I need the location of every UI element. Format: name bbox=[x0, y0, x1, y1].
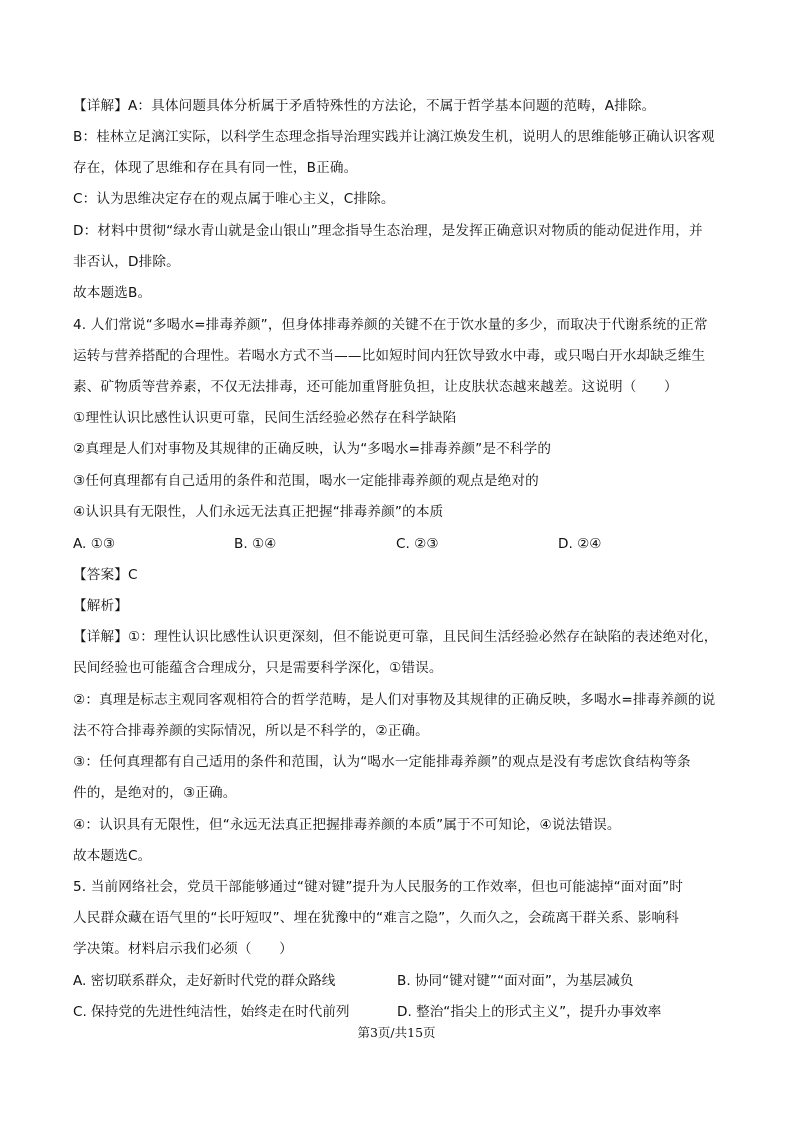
analysis-label: 【解析】 bbox=[73, 598, 128, 614]
option-b: B. ①④ bbox=[234, 536, 277, 552]
statement-item: ②真理是人们对事物及其规律的正确反映，认为“多喝水=排毒养颜”是不科学的 bbox=[73, 441, 552, 457]
text-line: B：桂林立足漓江实际，以科学生态理念指导治理实践并让漓江焕发生机，说明人的思维能够正确认识客观 bbox=[73, 129, 715, 145]
text-line: 【详解】A：具体问题具体分析属于矛盾特殊性的方法论，不属于哲学基本问题的范畴，A排除。 bbox=[73, 98, 656, 114]
question-5-options bbox=[73, 971, 723, 991]
text-line: 件的，是绝对的，③正确。 bbox=[73, 785, 237, 801]
question-4-stem: 素、矿物质等营养素，不仅无法排毒，还可能加重肾脏负担，让皮肤状态越来越差。这说明（ ） bbox=[73, 379, 678, 395]
question-5-stem: 人民群众藏在语气里的“长吁短叹”、埋在犹豫中的“难言之隐”，久而久之，会疏离干群关系、影响科 bbox=[73, 910, 680, 926]
question-4-options bbox=[73, 534, 723, 554]
question-4-stem: 运转与营养搭配的合理性。若喝水方式不当——比如短时间内狂饮导致水中毒，或只喝白开水却缺乏维生 bbox=[73, 348, 706, 364]
option-d: D. 整治“指尖上的形式主义”，提升办事效率 bbox=[397, 1004, 662, 1020]
text-line: 民间经验也可能蕴含合理成分，只是需要科学深化，①错误。 bbox=[73, 660, 443, 676]
text-line: 【详解】①：理性认识比感性认识更深刻，但不能说更可靠，且民间生活经验必然存在缺陷的表述绝对化， bbox=[73, 629, 718, 645]
question-5-options bbox=[73, 1002, 723, 1022]
statement-item: ④认识具有无限性，人们永远无法真正把握“排毒养颜”的本质 bbox=[73, 504, 444, 520]
option-d: D. ②④ bbox=[558, 536, 602, 552]
option-c: C. ②③ bbox=[396, 536, 439, 552]
answer-label: 【答案】C bbox=[73, 567, 138, 583]
page-number-footer: 第3页/共15页 bbox=[357, 1025, 436, 1040]
question-5-stem: 5. 当前网络社会，党员干部能够通过“键对键”提升为人民服务的工作效率，但也可能滤掉“面对面”时 bbox=[73, 879, 684, 895]
option-a: A. ①③ bbox=[73, 536, 116, 552]
text-line: 存在，体现了思维和存在具有同一性，B正确。 bbox=[73, 160, 358, 176]
option-c: C. 保持党的先进性纯洁性，始终走在时代前列 bbox=[73, 1004, 350, 1020]
statement-item: ①理性认识比感性认识更可靠，民间生活经验必然存在科学缺陷 bbox=[73, 410, 457, 426]
text-line: ③：任何真理都有自己适用的条件和范围，认为“喝水一定能排毒养颜”的观点是没有考虑饮食结构等条 bbox=[73, 754, 691, 770]
statement-item: ③任何真理都有自己适用的条件和范围，喝水一定能排毒养颜的观点是绝对的 bbox=[73, 473, 539, 489]
question-4-stem: 4. 人们常说“多喝水=排毒养颜”，但身体排毒养颜的关键不在于饮水量的多少，而取决于代谢系统的正常 bbox=[73, 317, 708, 333]
option-a: A. 密切联系群众，走好新时代党的群众路线 bbox=[73, 973, 336, 989]
text-line: 故本题选B。 bbox=[73, 285, 152, 301]
text-line: 法不符合排毒养颜的实际情况，所以是不科学的，②正确。 bbox=[73, 723, 429, 739]
text-line: 非否认，D排除。 bbox=[73, 254, 180, 270]
question-5-stem: 学决策。材料启示我们必须（ ） bbox=[73, 941, 293, 957]
text-line: ④：认识具有无限性，但“永远无法真正把握排毒养颜的本质”属于不可知论，④说法错误。 bbox=[73, 817, 621, 833]
text-line: C：认为思维决定存在的观点属于唯心主义，C排除。 bbox=[73, 191, 395, 207]
option-b: B. 协同“键对键”“面对面”，为基层减负 bbox=[397, 973, 634, 989]
text-line: ②：真理是标志主观同客观相符合的哲学范畴，是人们对事物及其规律的正确反映，多喝水=排毒养颜的说 bbox=[73, 692, 716, 708]
text-line: 故本题选C。 bbox=[73, 848, 152, 864]
text-line: D：材料中贯彻“绿水青山就是金山银山”理念指导生态治理，是发挥正确意识对物质的能动促进作用，并 bbox=[73, 223, 703, 239]
